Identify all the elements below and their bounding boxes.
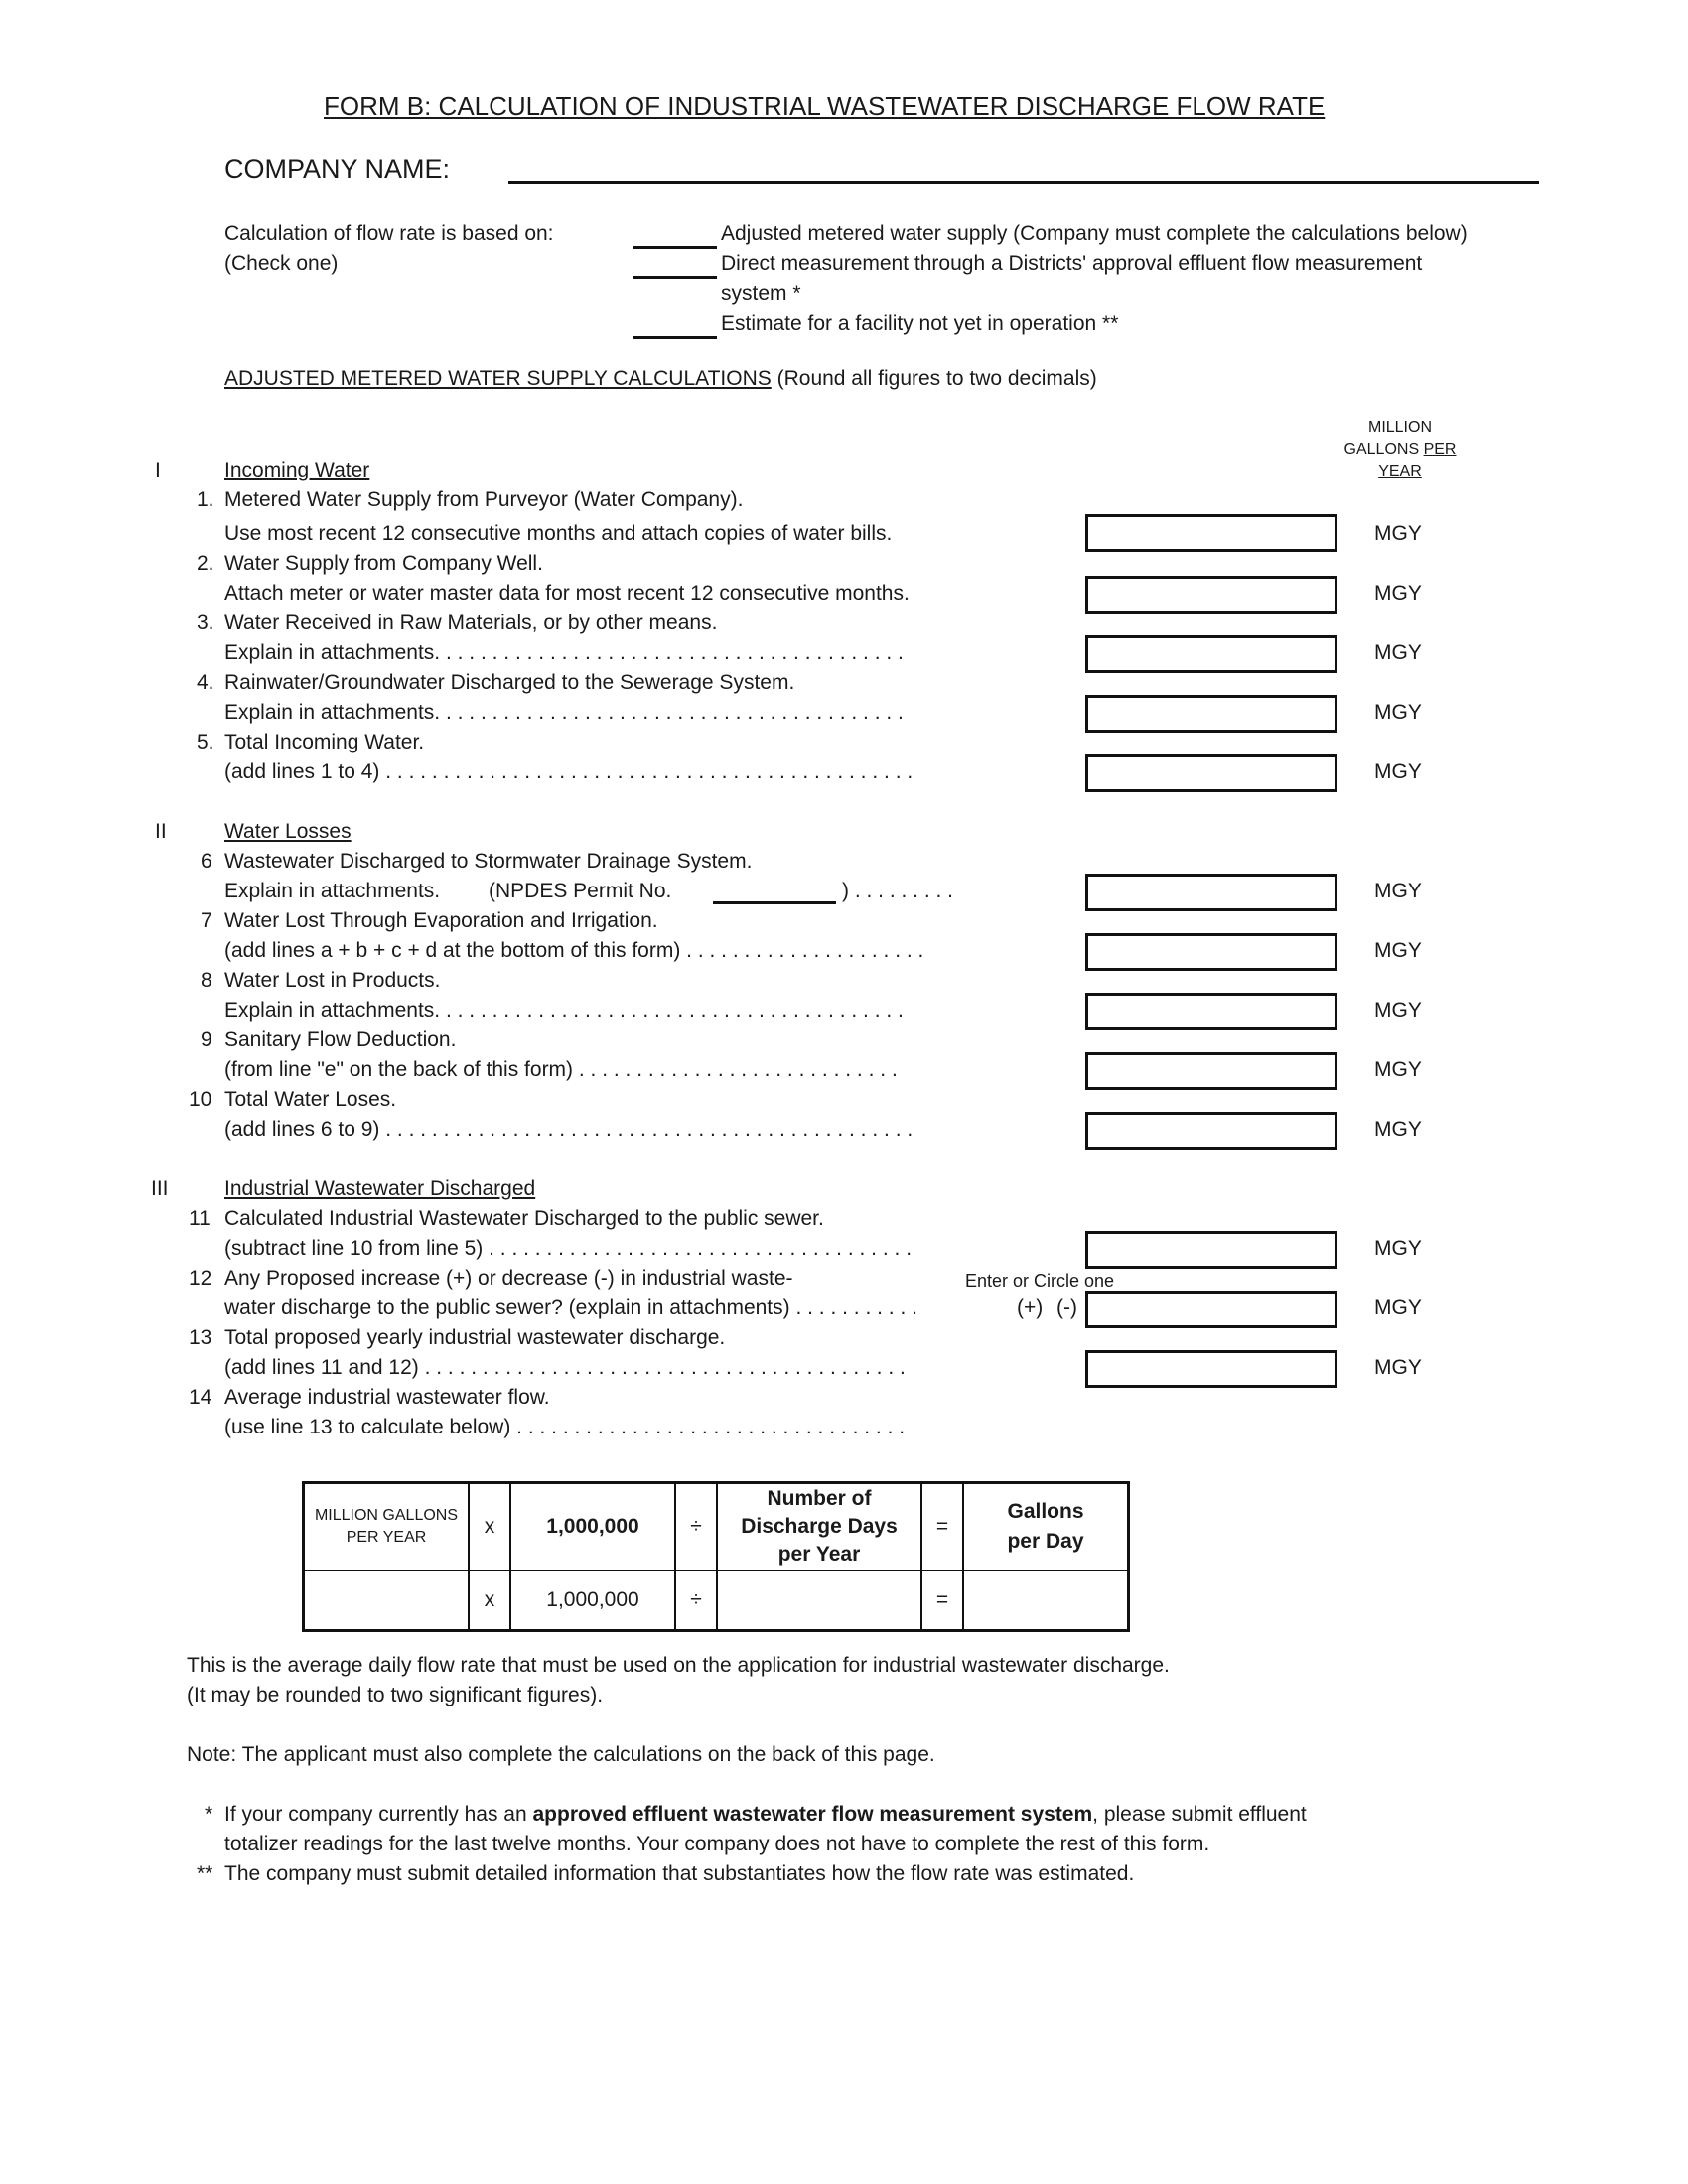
company-name-field[interactable] bbox=[508, 181, 1539, 184]
line-7-input[interactable] bbox=[1085, 933, 1337, 971]
line-4-unit: MGY bbox=[1374, 701, 1422, 724]
line-9-number: 9 bbox=[201, 1028, 212, 1051]
calc-heading-note: (Round all figures to two decimals) bbox=[771, 367, 1097, 390]
header-divide-sign: ÷ bbox=[675, 1483, 717, 1571]
line-12-plus[interactable]: (+) bbox=[1017, 1297, 1044, 1319]
line-5-input[interactable] bbox=[1085, 754, 1337, 792]
line-14-number: 14 bbox=[189, 1386, 212, 1409]
line-2-text: Water Supply from Company Well. bbox=[224, 552, 543, 575]
line-1-text: Metered Water Supply from Purveyor (Water Company). bbox=[224, 488, 744, 511]
basis-option3-text: Estimate for a facility not yet in operation ** bbox=[721, 312, 1119, 335]
gallons-per-day-input-cell[interactable] bbox=[963, 1570, 1129, 1631]
basis-option2-checkline[interactable] bbox=[633, 276, 717, 279]
line-12-instructions: water discharge to the public sewer? (explain in attachments) . . . . . . . . . . . bbox=[224, 1297, 917, 1319]
line-12-minus[interactable]: (-) bbox=[1056, 1297, 1077, 1319]
line-3-input[interactable] bbox=[1085, 635, 1337, 673]
line-7-unit: MGY bbox=[1374, 939, 1422, 962]
line-6-permit-label: (NPDES Permit No. bbox=[489, 880, 672, 902]
line-11-instructions: (subtract line 10 from line 5) . . . . . . . . . . . . . . . . . . . . . . . . . . . . . . . . . . . . . bbox=[224, 1237, 913, 1260]
line-11-unit: MGY bbox=[1374, 1237, 1422, 1260]
line-4-input[interactable] bbox=[1085, 695, 1337, 733]
basis-option2-text-cont: system * bbox=[721, 282, 801, 305]
line-1-unit: MGY bbox=[1374, 522, 1422, 545]
section-iii-roman: III bbox=[151, 1177, 169, 1200]
calc-heading bbox=[224, 367, 1097, 391]
line-7-instructions: (add lines a + b + c + d at the bottom of this form) . . . . . . . . . . . . . . . . . . . . . bbox=[224, 939, 924, 962]
section-iii-title: Industrial Wastewater Discharged bbox=[224, 1177, 536, 1200]
flow-calculation-table bbox=[302, 1481, 1130, 1632]
line-9-text: Sanitary Flow Deduction. bbox=[224, 1028, 457, 1051]
line-2-number: 2. bbox=[197, 552, 214, 575]
line-2-input[interactable] bbox=[1085, 576, 1337, 614]
line-7-text: Water Lost Through Evaporation and Irrigation. bbox=[224, 909, 658, 932]
times-sign: x bbox=[469, 1570, 510, 1631]
line-12-unit: MGY bbox=[1374, 1297, 1422, 1319]
line-1-input[interactable] bbox=[1085, 514, 1337, 552]
line-8-number: 8 bbox=[201, 969, 212, 992]
footnote-1-text-cont: totalizer readings for the last twelve months. Your company does not have to complete the rest of this form. bbox=[224, 1833, 1210, 1855]
line-6-number: 6 bbox=[201, 850, 212, 873]
discharge-days-input-cell[interactable] bbox=[717, 1570, 921, 1631]
line-13-text: Total proposed yearly industrial wastewater discharge. bbox=[224, 1326, 726, 1349]
line-13-number: 13 bbox=[189, 1326, 212, 1349]
line-11-input[interactable] bbox=[1085, 1231, 1337, 1269]
header-equals-sign: = bbox=[921, 1483, 963, 1571]
line-9-unit: MGY bbox=[1374, 1058, 1422, 1081]
line-5-number: 5. bbox=[197, 731, 214, 753]
line-9-instructions: (from line "e" on the back of this form) . . . . . . . . . . . . . . . . . . . . . . . . . . . . bbox=[224, 1058, 898, 1081]
line-3-number: 3. bbox=[197, 612, 214, 634]
header-discharge-days: Number of Discharge Days per Year bbox=[717, 1483, 921, 1571]
line-14-text: Average industrial wastewater flow. bbox=[224, 1386, 550, 1409]
unit-header-line2: GALLONS PER bbox=[1343, 441, 1457, 458]
basis-label: Calculation of flow rate is based on: bbox=[224, 222, 554, 245]
line-10-input[interactable] bbox=[1085, 1112, 1337, 1150]
line-10-instructions: (add lines 6 to 9) . . . . . . . . . . . . . . . . . . . . . . . . . . . . . . . . . . . . . . . . . . . . . . bbox=[224, 1118, 914, 1141]
line-4-text: Rainwater/Groundwater Discharged to the Sewerage System. bbox=[224, 671, 795, 694]
divide-sign: ÷ bbox=[675, 1570, 717, 1631]
line-10-number: 10 bbox=[189, 1088, 212, 1111]
basis-option1-text: Adjusted metered water supply (Company must complete the calculations below) bbox=[721, 222, 1468, 245]
line-5-unit: MGY bbox=[1374, 760, 1422, 783]
line-6-text: Wastewater Discharged to Stormwater Drainage System. bbox=[224, 850, 753, 873]
section-ii-roman: II bbox=[155, 820, 167, 843]
line-8-input[interactable] bbox=[1085, 993, 1337, 1030]
line-4-number: 4. bbox=[197, 671, 214, 694]
basis-option2-text: Direct measurement through a Districts' approval effluent flow measurement bbox=[721, 252, 1423, 275]
line-8-unit: MGY bbox=[1374, 999, 1422, 1022]
line-13-input[interactable] bbox=[1085, 1350, 1337, 1388]
line-6-leader: ) . . . . . . . . . bbox=[842, 880, 954, 902]
form-title: FORM B: CALCULATION OF INDUSTRIAL WASTEWATER DISCHARGE FLOW RATE bbox=[324, 91, 1326, 121]
footer-note: Note: The applicant must also complete the calculations on the back of this page. bbox=[187, 1743, 935, 1766]
footnote-1-text: If your company currently has an approved effluent wastewater flow measurement system, please submit effluent bbox=[224, 1803, 1307, 1826]
unit-header-line3: YEAR bbox=[1378, 463, 1422, 479]
line-6-input[interactable] bbox=[1085, 874, 1337, 911]
line-13-unit: MGY bbox=[1374, 1356, 1422, 1379]
line-10-unit: MGY bbox=[1374, 1118, 1422, 1141]
line-1-instructions: Use most recent 12 consecutive months and attach copies of water bills. bbox=[224, 522, 893, 545]
line-14-instructions: (use line 13 to calculate below) . . . . . . . . . . . . . . . . . . . . . . . . . . . . . . . . . . bbox=[224, 1416, 906, 1438]
footer-rounding-note: (It may be rounded to two significant figures). bbox=[187, 1684, 604, 1706]
line-6-unit: MGY bbox=[1374, 880, 1422, 902]
footnote-2-mark: ** bbox=[197, 1862, 213, 1885]
basis-option3-checkline[interactable] bbox=[633, 336, 717, 339]
line-4-instructions: Explain in attachments. . . . . . . . . . . . . . . . . . . . . . . . . . . . . . . . . . . . . . . . . bbox=[224, 701, 904, 724]
line-3-unit: MGY bbox=[1374, 641, 1422, 664]
footnote-1-mark: * bbox=[205, 1803, 213, 1826]
line-12-text: Any Proposed increase (+) or decrease (-) in industrial waste- bbox=[224, 1267, 793, 1290]
basis-check-one: (Check one) bbox=[224, 252, 339, 275]
unit-header-line1: MILLION bbox=[1367, 419, 1432, 436]
section-ii-title: Water Losses bbox=[224, 820, 352, 843]
line-12-hint: Enter or Circle one bbox=[965, 1271, 1115, 1291]
header-factor: 1,000,000 bbox=[510, 1483, 675, 1571]
line-6-instructions: Explain in attachments. bbox=[224, 880, 441, 902]
line-8-text: Water Lost in Products. bbox=[224, 969, 441, 992]
line-8-instructions: Explain in attachments. . . . . . . . . . . . . . . . . . . . . . . . . . . . . . . . . . . . . . . . . bbox=[224, 999, 904, 1022]
section-i-title: Incoming Water bbox=[224, 459, 370, 481]
line-5-text: Total Incoming Water. bbox=[224, 731, 425, 753]
mgy-input-cell[interactable] bbox=[304, 1570, 470, 1631]
line-1-number: 1. bbox=[197, 488, 214, 511]
line-12-number: 12 bbox=[189, 1267, 212, 1290]
line-7-number: 7 bbox=[201, 909, 212, 932]
calc-heading-underlined: ADJUSTED METERED WATER SUPPLY CALCULATIONS bbox=[224, 367, 772, 390]
basis-option1-checkline[interactable] bbox=[633, 246, 717, 249]
section-i-roman: I bbox=[155, 459, 161, 481]
line-3-text: Water Received in Raw Materials, or by other means. bbox=[224, 612, 718, 634]
line-12-input[interactable] bbox=[1085, 1291, 1337, 1328]
line-6-permit-field[interactable] bbox=[713, 901, 836, 904]
line-2-instructions: Attach meter or water master data for most recent 12 consecutive months. bbox=[224, 582, 910, 605]
factor-value: 1,000,000 bbox=[510, 1570, 675, 1631]
footnote-2-text: The company must submit detailed information that substantiates how the flow rate was estimated. bbox=[224, 1862, 1135, 1885]
line-9-input[interactable] bbox=[1085, 1052, 1337, 1090]
header-million-gallons: MILLION GALLONS PER YEAR bbox=[304, 1483, 470, 1571]
company-name-label: COMPANY NAME: bbox=[224, 154, 451, 184]
footer-flow-rate-note: This is the average daily flow rate that must be used on the application for industrial wastewater discharge. bbox=[187, 1654, 1170, 1677]
header-gallons-per-day: Gallons per Day bbox=[963, 1483, 1129, 1571]
line-11-text: Calculated Industrial Wastewater Discharged to the public sewer. bbox=[224, 1207, 824, 1230]
line-2-unit: MGY bbox=[1374, 582, 1422, 605]
line-5-instructions: (add lines 1 to 4) . . . . . . . . . . . . . . . . . . . . . . . . . . . . . . . . . . . . . . . . . . . . . . bbox=[224, 760, 914, 783]
unit-header bbox=[1331, 417, 1470, 482]
line-11-number: 11 bbox=[189, 1207, 211, 1230]
equals-sign: = bbox=[921, 1570, 963, 1631]
line-10-text: Total Water Loses. bbox=[224, 1088, 397, 1111]
line-3-instructions: Explain in attachments. . . . . . . . . . . . . . . . . . . . . . . . . . . . . . . . . . . . . . . . . bbox=[224, 641, 904, 664]
line-13-instructions: (add lines 11 and 12) . . . . . . . . . . . . . . . . . . . . . . . . . . . . . . . . . . . . . . . . . . bbox=[224, 1356, 906, 1379]
header-times-sign: x bbox=[469, 1483, 510, 1571]
